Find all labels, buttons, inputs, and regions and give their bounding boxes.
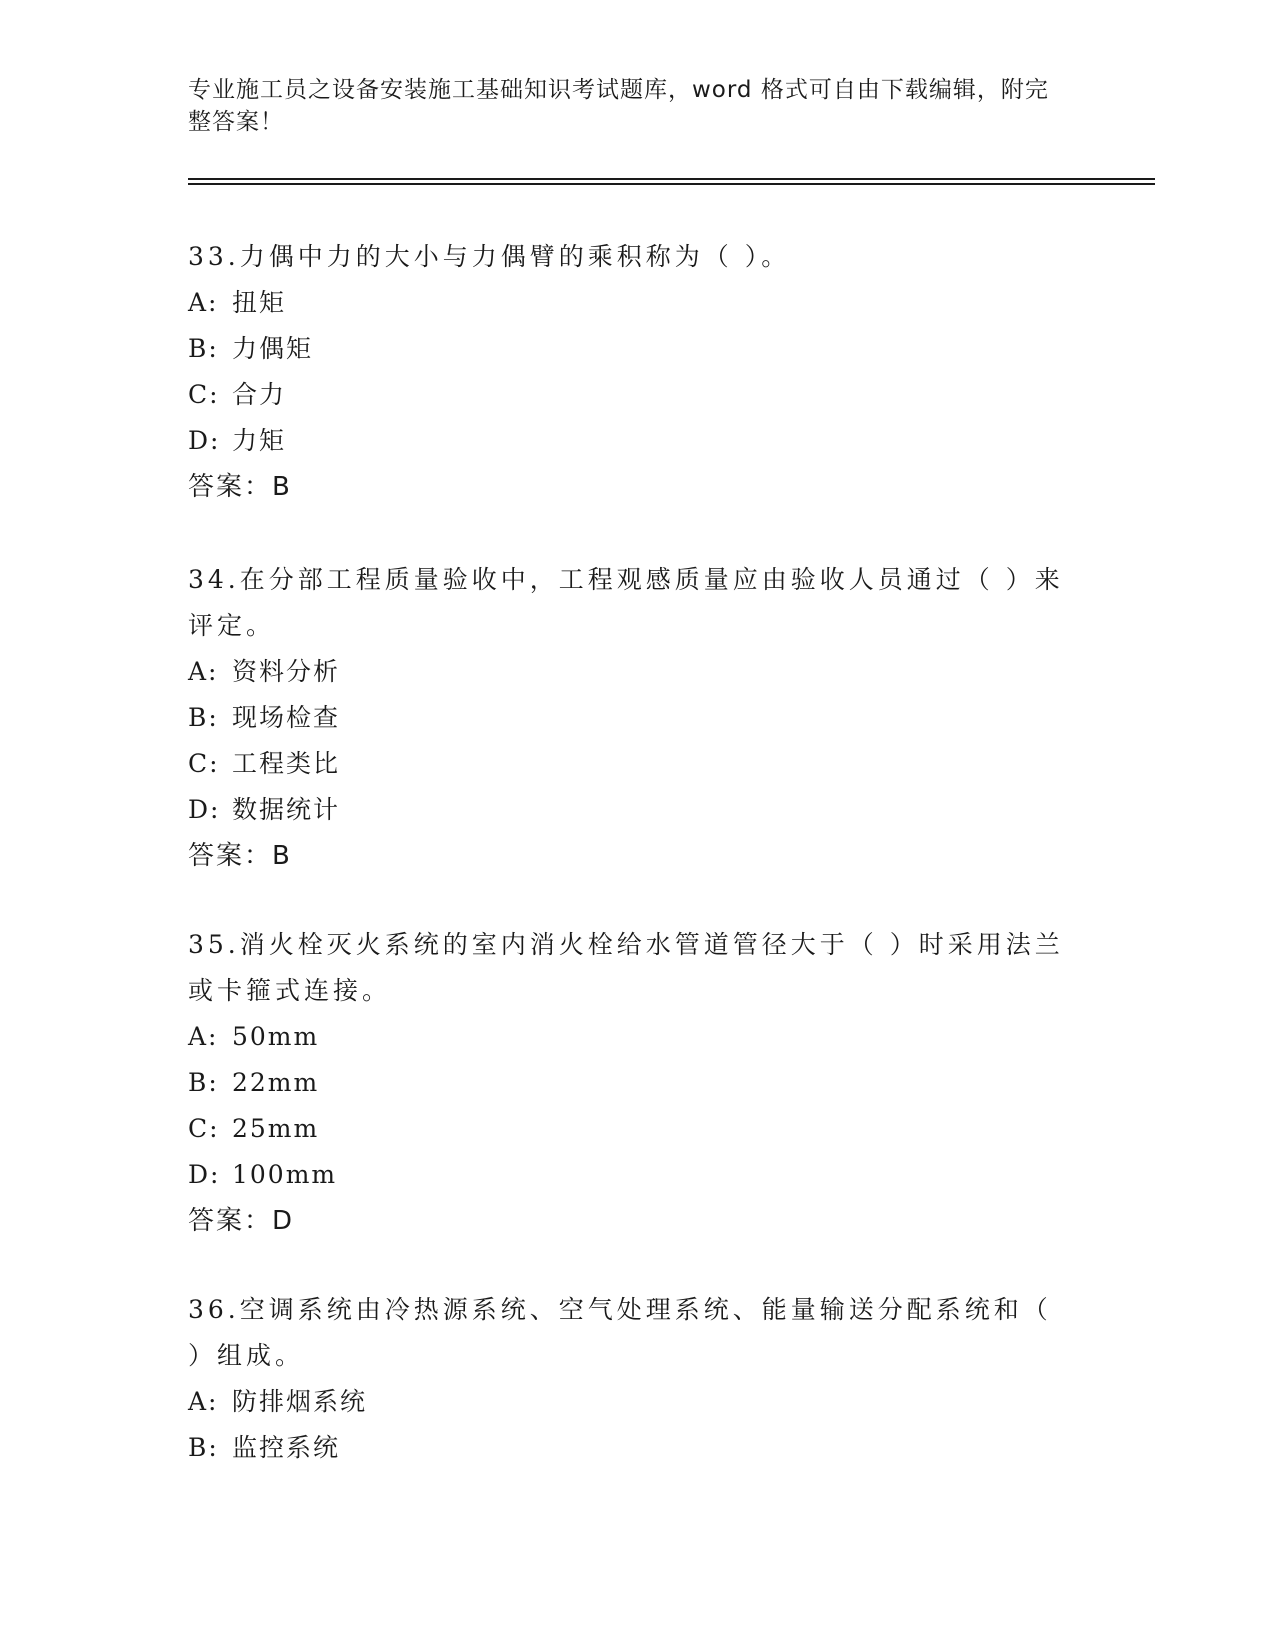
- option-c: [188, 372, 1068, 418]
- question-number: 33.: [188, 242, 240, 271]
- option-text: 25mm: [232, 1114, 320, 1143]
- option-b: [188, 695, 1068, 741]
- option-a: [188, 649, 1068, 695]
- question-number: 34.: [188, 565, 240, 594]
- option-letter: B:: [188, 334, 219, 363]
- option-text: 扭矩: [232, 288, 287, 317]
- option-letter: A:: [188, 1387, 219, 1416]
- option-letter: C:: [188, 1114, 220, 1143]
- answer-line: 答案：B: [188, 472, 292, 502]
- question-number: 35.: [188, 930, 240, 959]
- option-letter: D:: [188, 795, 221, 824]
- question-35: [188, 922, 1068, 1244]
- document-header: 专业施工员之设备安装施工基础知识考试题库，word 格式可自由下载编辑，附完整答案！: [188, 77, 1049, 135]
- option-letter: C:: [188, 380, 220, 409]
- question-33: [188, 234, 1068, 510]
- option-letter: B:: [188, 1433, 219, 1462]
- option-text: 50mm: [232, 1022, 320, 1051]
- option-text: 力偶矩: [232, 334, 314, 363]
- question-number: 36.: [188, 1295, 240, 1324]
- option-b: [188, 1060, 1068, 1106]
- option-letter: A:: [188, 288, 219, 317]
- option-text: 工程类比: [232, 749, 341, 778]
- option-a: [188, 1014, 1068, 1060]
- question-text: [188, 234, 1068, 280]
- option-text: 防排烟系统: [232, 1387, 368, 1416]
- question-stem: 力偶中力的大小与力偶臂的乘积称为（ ）。: [239, 242, 791, 271]
- option-text: 合力: [232, 380, 287, 409]
- question-text: [188, 1287, 1068, 1379]
- option-c: [188, 741, 1068, 787]
- option-text: 数据统计: [232, 795, 341, 824]
- option-letter: D:: [188, 1160, 221, 1189]
- option-letter: A:: [188, 1022, 219, 1051]
- option-d: [188, 418, 1068, 464]
- option-text: 监控系统: [232, 1433, 341, 1462]
- question-stem: 空调系统由冷热源系统、空气处理系统、能量输送分配系统和（ ）组成。: [188, 1295, 1052, 1370]
- option-d: [188, 1152, 1068, 1198]
- option-a: [188, 280, 1068, 326]
- option-text: 力矩: [232, 426, 287, 455]
- option-c: [188, 1106, 1068, 1152]
- question-36: [188, 1287, 1068, 1471]
- option-a: [188, 1379, 1068, 1425]
- question-stem: 消火栓灭火系统的室内消火栓给水管道管径大于（ ）时采用法兰或卡箍式连接。: [188, 930, 1064, 1005]
- option-letter: B:: [188, 1068, 219, 1097]
- header-divider-top: [188, 178, 1155, 180]
- answer-line: 答案：D: [188, 1206, 295, 1236]
- option-letter: B:: [188, 703, 219, 732]
- option-d: [188, 787, 1068, 833]
- question-34: [188, 557, 1068, 879]
- option-text: 现场检查: [232, 703, 341, 732]
- question-text: [188, 557, 1068, 649]
- option-text: 100mm: [232, 1160, 338, 1189]
- question-stem: 在分部工程质量验收中，工程观感质量应由验收人员通过（ ）来评定。: [188, 565, 1064, 640]
- option-letter: D:: [188, 426, 221, 455]
- header-divider-bottom: [188, 183, 1155, 185]
- question-text: [188, 922, 1068, 1014]
- option-b: [188, 1425, 1068, 1471]
- option-text: 22mm: [232, 1068, 320, 1097]
- option-text: 资料分析: [232, 657, 341, 686]
- answer-line: 答案：B: [188, 841, 292, 871]
- option-letter: A:: [188, 657, 219, 686]
- option-b: [188, 326, 1068, 372]
- option-letter: C:: [188, 749, 220, 778]
